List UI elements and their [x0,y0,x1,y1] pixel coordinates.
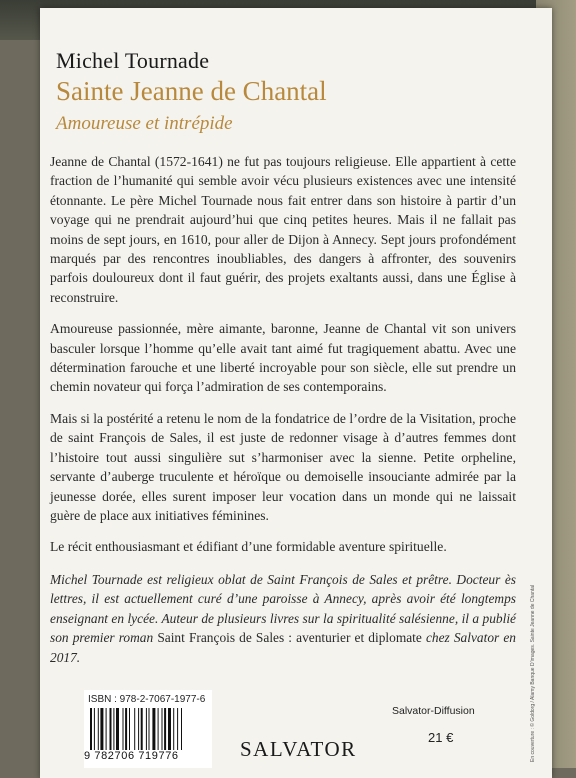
author-name: Michel Tournade [56,48,210,73]
author-bio [50,570,516,667]
barcode [90,708,208,750]
book-subtitle: Amoureuse et intrépide [56,113,233,134]
bio-text-1: Michel Tournade est religieux oblat de Saint François de Sales et prêtre. Docteur ès lettres, il est actuellement curé d’une paroisse à Annecy, après avoir été longtemps enseignant en lycée. Auteur de plusieurs livres sur la spiritualité salésienne, il a publié son premier roman [50,572,516,646]
isbn-number: ISBN : 978-2-7067-1977-6 [88,694,206,705]
cover-credit: En couverture : © Goldorg / Alamy Banque D’images. Sainte Jeanne de Chantal [530,584,536,762]
blurb-paragraph-3: Mais si la postérité a retenu le nom de la fondatrice de l’ordre de la Visitation, proche de saint François de Sales, il est juste de redonner visage à d’autres femmes dont l’histoire tout aussi singulière sut s’harmoniser avec la sienne. Petite orpheline, servante d’auberge truculente et héroïque ou demoiselle insouciante admirée par la jeunesse dorée, elles surent imposer leur vocation dans un monde qui ne laissait guère de place aux initiatives féminines. [50,410,516,523]
distributor-name: Salvator-Diffusion [392,705,475,717]
blurb-paragraph-2: Amoureuse passionnée, mère aimante, baronne, Jeanne de Chantal vit son univers basculer lorsque l’homme qu’elle avait tant aimé fut tragiquement abattu. Avec une détermination farouche et une liberté incroyable pour son siècle, elle sut prendre un chemin novateur qui força l’admiration de ses contemporains. [50,321,516,395]
book-title: Sainte Jeanne de Chantal [56,76,327,106]
publisher-name: SALVATOR [240,737,357,761]
isbn-block [84,690,212,768]
blurb-paragraph-1: Jeanne de Chantal (1572-1641) ne fut pas toujours religieuse. Elle appartient à cette fraction de l’humanité qui semble avoir vécu plusieurs existences avec une intensité étonnante. Le père Michel Tournade nous fait entrer dans son histoire à partir d’un voyage qui ne prendrait aujourd’hui que cinq petites heures. Mais il ne fallait pas moins de sept jours, en 1610, pour aller de Dijon à Annecy. Sept jours profondément marqués par des rencontres inoubliables, des dangers à affronter, des souvenirs parfois douloureux dont il faut guérir, des projets exaltants aussi, dans une Église à reconstruire. [50,154,516,305]
blurb-paragraph-4: Le récit enthousiasmant et édifiant d’une formidable aventure spirituelle. [50,539,447,555]
blurb [50,152,516,569]
price: 21 € [428,730,454,745]
bio-text-2: chez Salvator en 2017. [50,630,516,665]
bio-book-title: Saint François de Sales : aventurier et diplomate [157,630,422,646]
barcode-digits: 9 782706 719776 [84,750,179,762]
